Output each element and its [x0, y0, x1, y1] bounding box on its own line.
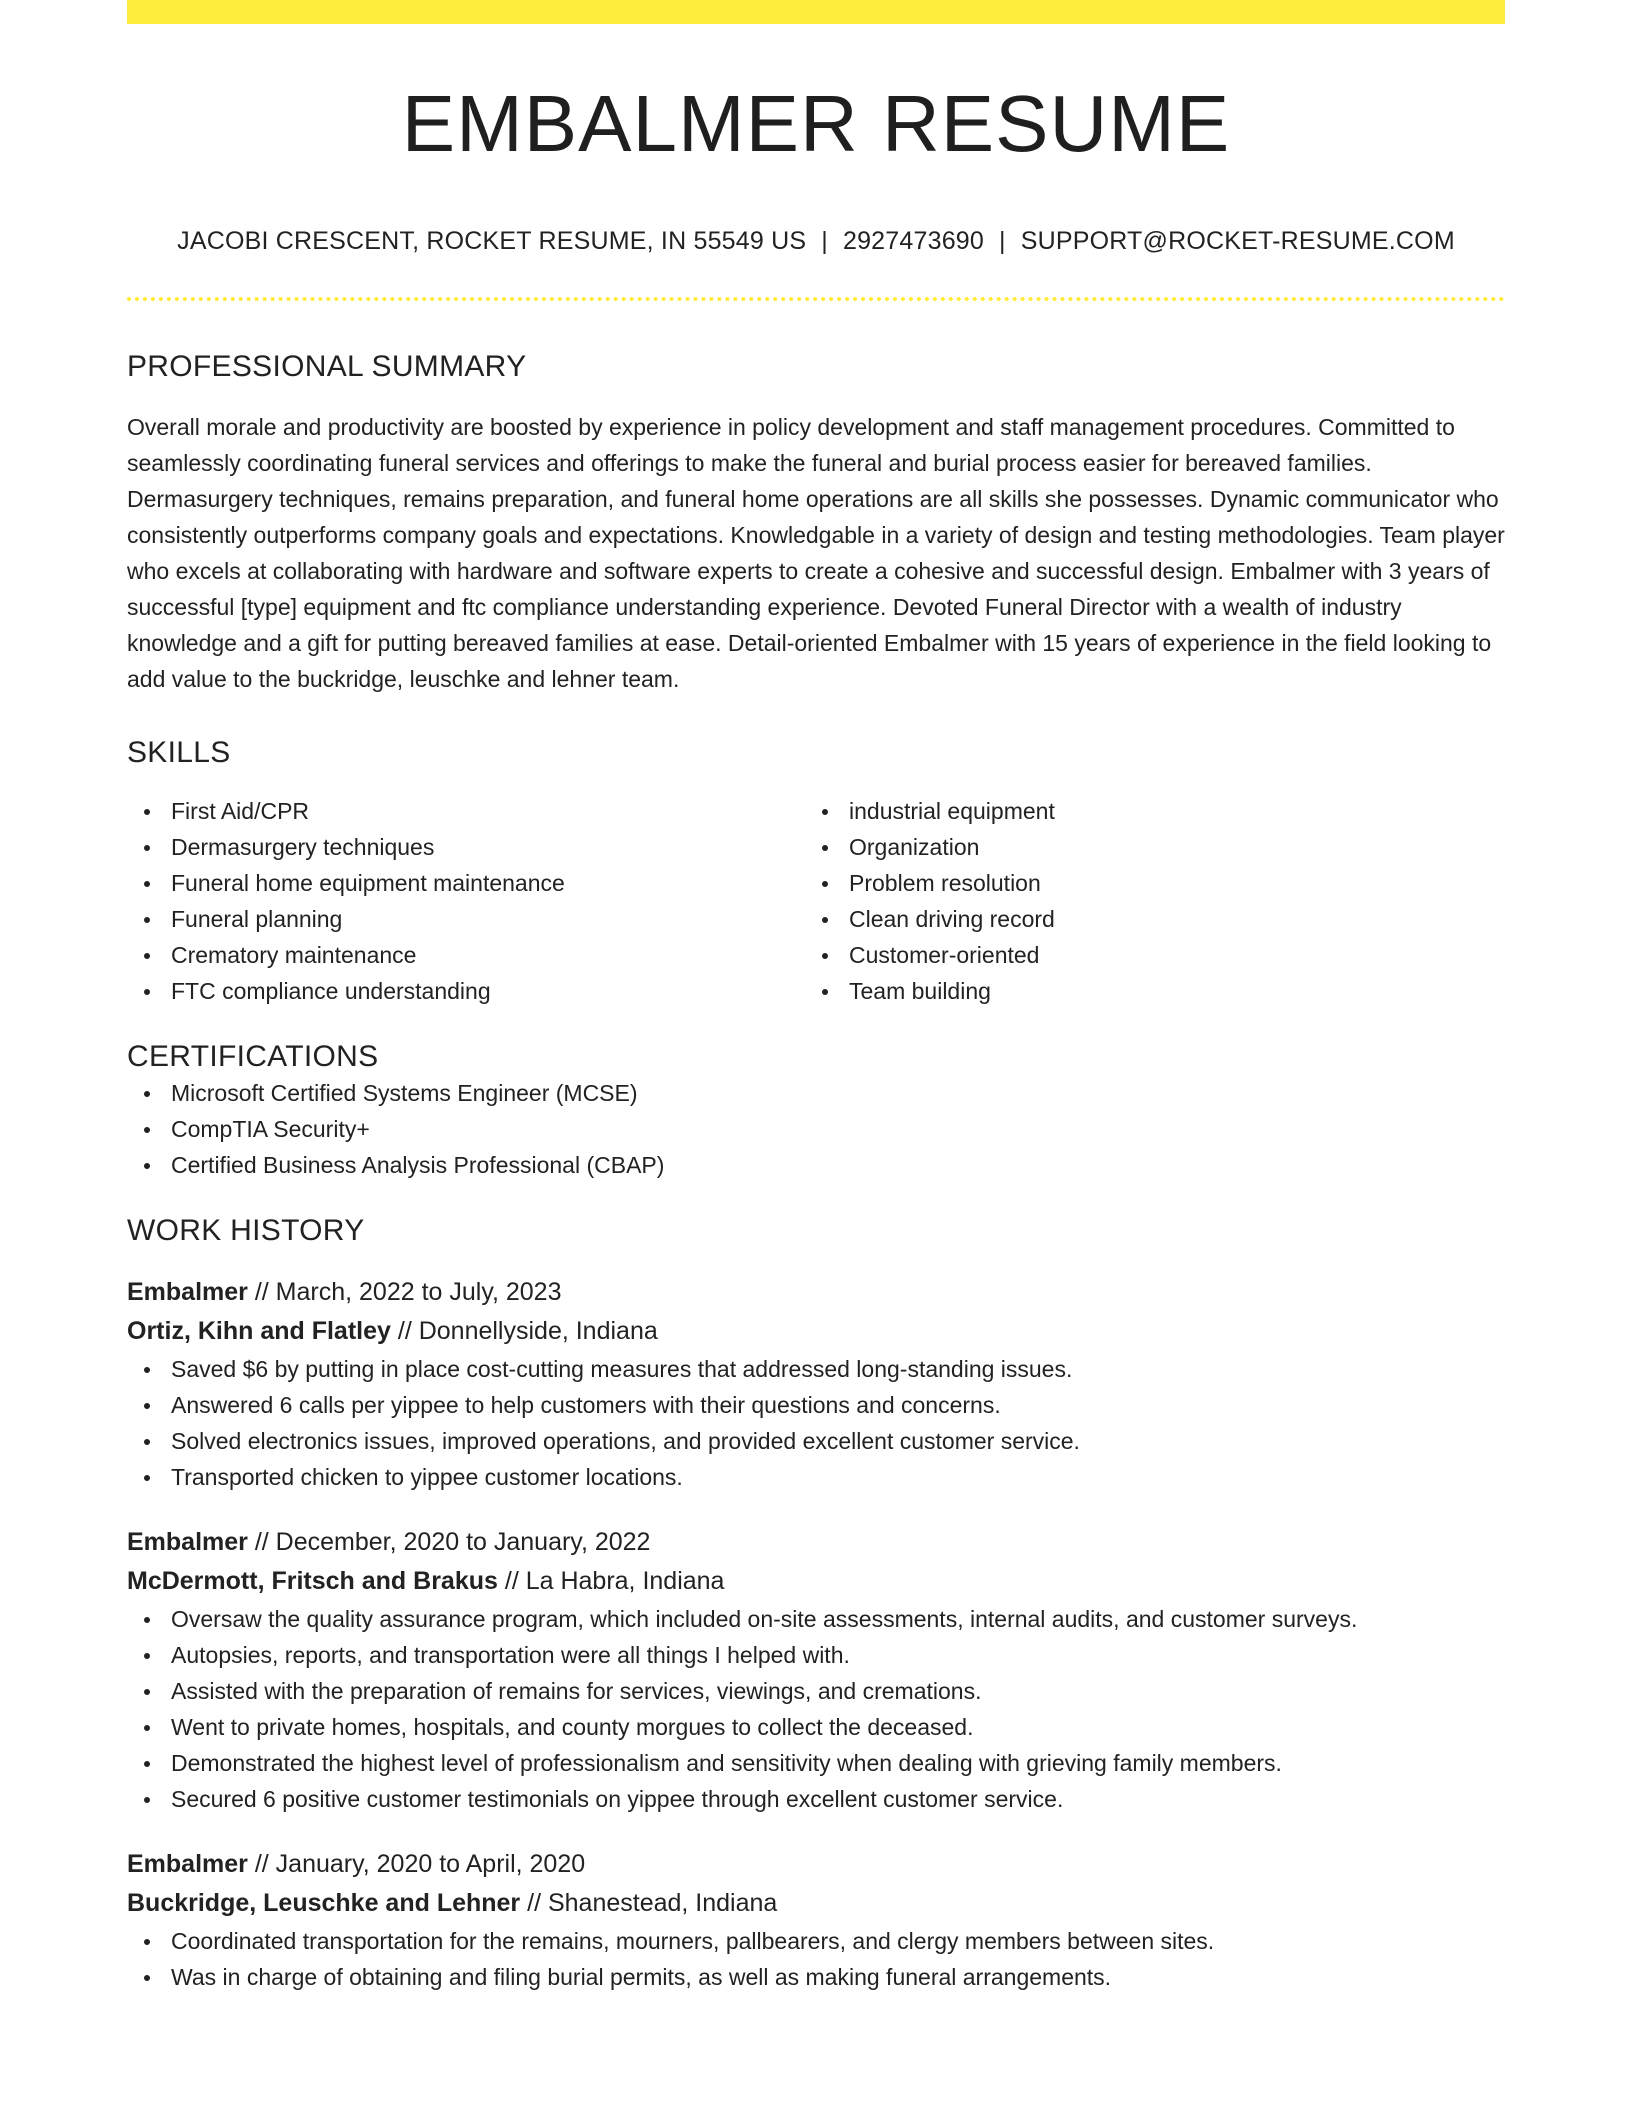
skill-item: Crematory maintenance: [127, 937, 805, 973]
job-title: Embalmer: [127, 1528, 248, 1556]
job-company-line: [127, 1884, 1505, 1923]
job-bullet: Oversaw the quality assurance program, which included on-site assessments, internal audits, and customer surveys.: [127, 1601, 1505, 1637]
job-bullet: Saved $6 by putting in place cost-cutting measures that addressed long-standing issues.: [127, 1351, 1505, 1387]
job-bullet: Autopsies, reports, and transportation were all things I helped with.: [127, 1637, 1505, 1673]
contact-address: JACOBI CRESCENT, ROCKET RESUME, IN 55549 US: [177, 227, 807, 255]
contact-email: SUPPORT@ROCKET-RESUME.COM: [1020, 227, 1455, 255]
job-bullet: Assisted with the preparation of remains for services, viewings, and cremations.: [127, 1673, 1505, 1709]
job-company-line: [127, 1312, 1505, 1351]
job-title-line: [127, 1273, 1505, 1312]
skill-item: Organization: [805, 829, 1483, 865]
job-bullet: Transported chicken to yippee customer locations.: [127, 1459, 1505, 1495]
job-title-line: [127, 1845, 1505, 1884]
skills-right-list: [805, 793, 1483, 1009]
certifications-list: [127, 1075, 1505, 1183]
skills-right-column: [805, 793, 1483, 1009]
skill-item: Problem resolution: [805, 865, 1483, 901]
job-title: Embalmer: [127, 1850, 248, 1878]
skills-columns: [127, 793, 1505, 1009]
job-company-line: [127, 1562, 1505, 1601]
job-bullets: [127, 1601, 1505, 1817]
contact-line: [127, 226, 1505, 256]
skill-item: Funeral home equipment maintenance: [127, 865, 805, 901]
summary-text: Overall morale and productivity are boosted by experience in policy development and staff management procedures. Committed to seamlessly coordinating funeral services and offerings to make the funeral and burial process easier for bereaved families. Dermasurgery techniques, remains preparation, and funeral home operations are all skills she possesses. Dynamic communicator who consistently outperforms company goals and expectations. Knowledgable in a variety of design and testing methodologies. Team player who excels at collaborating with hardware and software experts to create a cohesive and successful design. Embalmer with 3 years of successful [type] equipment and ftc compliance understanding experience. Devoted Funeral Director with a wealth of industry knowledge and a gift for putting bereaved families at ease. Detail-oriented Embalmer with 15 years of experience in the field looking to add value to the buckridge, leuschke and lehner team.: [127, 414, 1505, 692]
job-bullet: Coordinated transportation for the remains, mourners, pallbearers, and clergy members between sites.: [127, 1923, 1505, 1959]
resume-title: EMBALMER RESUME: [401, 79, 1231, 168]
job-company: Buckridge, Leuschke and Lehner: [127, 1889, 521, 1917]
certification-item: Certified Business Analysis Professional (CBAP): [127, 1147, 1505, 1183]
job-entry: [127, 1273, 1505, 1495]
job-company: Ortiz, Kihn and Flatley: [127, 1317, 391, 1345]
resume-page: [127, 0, 1505, 1995]
job-bullet: Secured 6 positive customer testimonials on yippee through excellent customer service.: [127, 1781, 1505, 1817]
skill-item: industrial equipment: [805, 793, 1483, 829]
job-bullets: [127, 1351, 1505, 1495]
skill-item: FTC compliance understanding: [127, 973, 805, 1009]
skill-item: Clean driving record: [805, 901, 1483, 937]
contact-phone: 2927473690: [842, 227, 985, 255]
job-entry: [127, 1523, 1505, 1817]
job-bullets: [127, 1923, 1505, 1995]
skill-item: Funeral planning: [127, 901, 805, 937]
job-bullet: Demonstrated the highest level of professionalism and sensitivity when dealing with grieving family members.: [127, 1745, 1505, 1781]
job-bullet: Went to private homes, hospitals, and county morgues to collect the deceased.: [127, 1709, 1505, 1745]
job-dates: // March, 2022 to July, 2023: [247, 1278, 562, 1306]
job-bullet: Solved electronics issues, improved operations, and provided excellent customer service.: [127, 1423, 1505, 1459]
job-title-line: [127, 1523, 1505, 1562]
job-company: McDermott, Fritsch and Brakus: [127, 1567, 498, 1595]
certification-item: Microsoft Certified Systems Engineer (MCSE): [127, 1075, 1505, 1111]
contact-separator: |: [821, 227, 828, 255]
job-entry: [127, 1845, 1505, 1995]
job-bullet: Was in charge of obtaining and filing burial permits, as well as making funeral arrangements.: [127, 1959, 1505, 1995]
job-location: // La Habra, Indiana: [497, 1567, 725, 1595]
contact-separator: |: [999, 227, 1006, 255]
job-dates: // December, 2020 to January, 2022: [247, 1528, 651, 1556]
skills-left-column: [127, 793, 805, 1009]
accent-top-bar: [127, 0, 1505, 24]
job-location: // Donnellyside, Indiana: [390, 1317, 658, 1345]
skills-left-list: [127, 793, 805, 1009]
dotted-divider: [127, 297, 1505, 301]
skill-item: Team building: [805, 973, 1483, 1009]
skill-item: Customer-oriented: [805, 937, 1483, 973]
job-location: // Shanestead, Indiana: [520, 1889, 778, 1917]
skill-item: Dermasurgery techniques: [127, 829, 805, 865]
skills-heading: SKILLS: [127, 736, 231, 769]
job-title: Embalmer: [127, 1278, 248, 1306]
certifications-heading: CERTIFICATIONS: [127, 1040, 379, 1073]
skill-item: First Aid/CPR: [127, 793, 805, 829]
job-bullet: Answered 6 calls per yippee to help customers with their questions and concerns.: [127, 1387, 1505, 1423]
certification-item: CompTIA Security+: [127, 1111, 1505, 1147]
summary-heading: PROFESSIONAL SUMMARY: [127, 350, 527, 383]
job-dates: // January, 2020 to April, 2020: [247, 1850, 586, 1878]
work-history-heading: WORK HISTORY: [127, 1214, 365, 1247]
